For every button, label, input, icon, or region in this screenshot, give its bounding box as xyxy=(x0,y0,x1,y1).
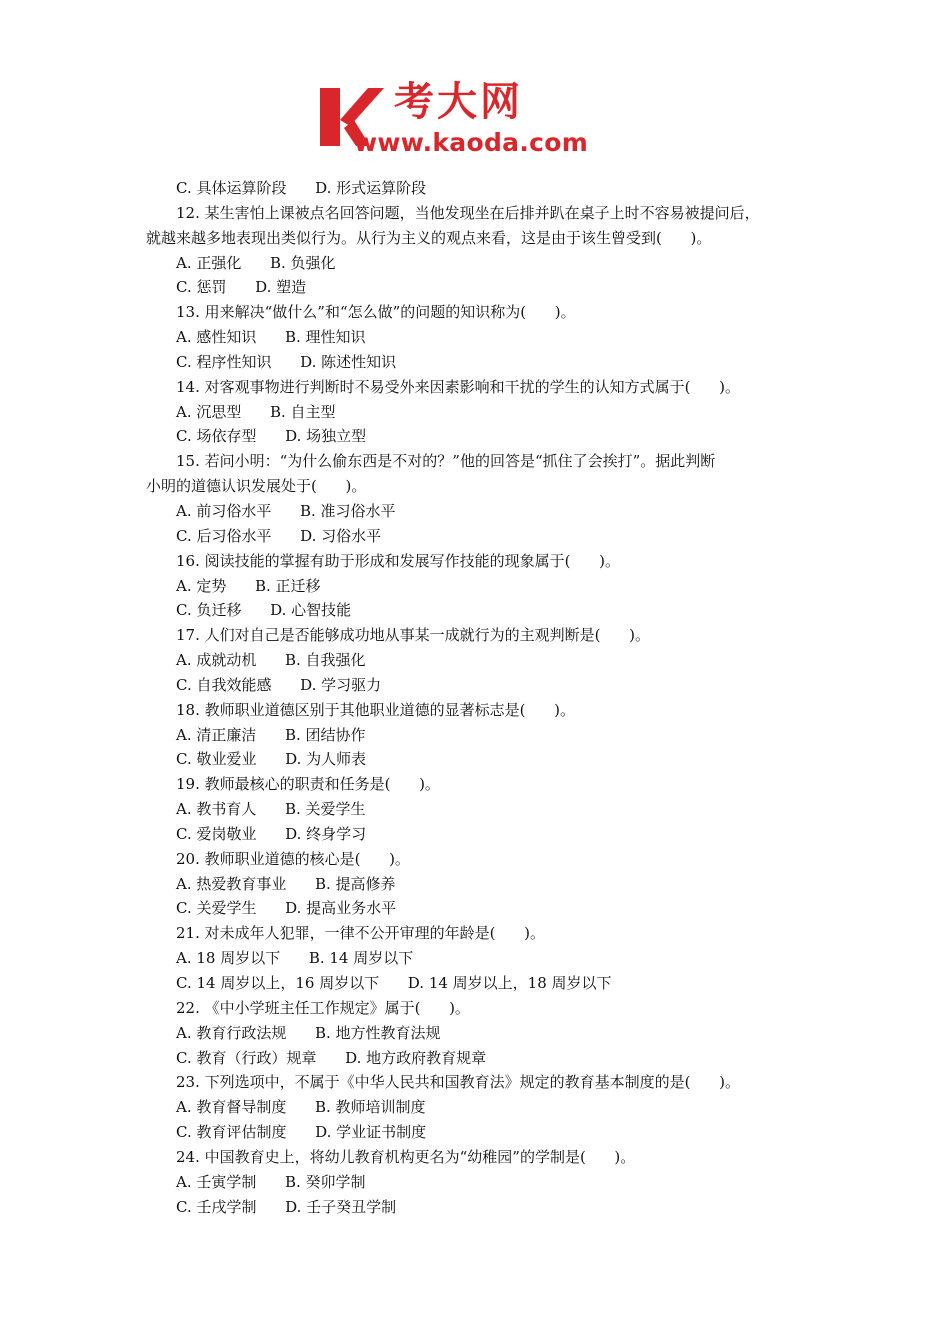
question-text-line: 24. 中国教育史上，将幼儿教育机构更名为“幼稚园”的学制是( )。 xyxy=(176,1147,636,1166)
answer-options-line: C. 教育（行政）规章 D. 地方政府教育规章 xyxy=(176,1048,487,1067)
logo-brand-text: 考大网 xyxy=(394,79,523,125)
question-text-line: 就越来越多地表现出类似行为。从行为主义的观点来看，这是由于该生曾受到( )。 xyxy=(146,228,712,247)
answer-options-line: A. 沉思型 B. 自主型 xyxy=(176,402,336,421)
answer-options-line: A. 壬寅学制 B. 癸卯学制 xyxy=(176,1172,366,1191)
answer-options-line: C. 自我效能感 D. 学习驱力 xyxy=(176,675,382,694)
answer-options-line: C. 爱岗敬业 D. 终身学习 xyxy=(176,824,367,843)
question-text-line: 18. 教师职业道德区别于其他职业道德的显著标志是( )。 xyxy=(176,700,575,719)
kaoda-logo xyxy=(318,79,648,162)
answer-options-line: C. 壬戌学制 D. 壬子癸丑学制 xyxy=(176,1197,397,1216)
question-text-line: 小明的道德认识发展处于( )。 xyxy=(146,477,367,496)
answer-options-line: C. 14 周岁以上，16 周岁以下 D. 14 周岁以上，18 周岁以下 xyxy=(176,974,612,992)
answer-options-line: A. 正强化 B. 负强化 xyxy=(176,253,336,272)
answer-options-line: A. 定势 B. 正迁移 xyxy=(176,576,321,595)
question-text-line: 19. 教师最核心的职责和任务是( )。 xyxy=(176,775,440,794)
answer-options-line: C. 场依存型 D. 场独立型 xyxy=(176,427,367,446)
question-text-line: 21. 对未成年人犯罪，一律不公开审理的年龄是( )。 xyxy=(176,924,545,943)
answer-options-line: A. 教育行政法规 B. 地方性教育法规 xyxy=(176,1023,441,1042)
question-text-line: 13. 用来解决“做什么”和“怎么做”的问题的知识称为( )。 xyxy=(176,303,576,322)
answer-options-line: A. 18 周岁以下 B. 14 周岁以下 xyxy=(176,949,414,968)
question-text-line: 17. 人们对自己是否能够成功地从事某一成就行为的主观判断是( )。 xyxy=(176,626,650,645)
question-text-line: 14. 对客观事物进行判断时不易受外来因素影响和干扰的学生的认知方式属于( )。 xyxy=(176,377,740,396)
answer-options-line: C. 后习俗水平 D. 习俗水平 xyxy=(176,526,382,545)
question-text-line: 20. 教师职业道德的核心是( )。 xyxy=(176,849,410,868)
logo-url-text: www.kaoda.com xyxy=(354,128,589,157)
question-text-line: 12. 某生害怕上课被点名回答问题，当他发现坐在后排并趴在桌子上时不容易被提问后， xyxy=(176,203,760,222)
answer-options-line: C. 教育评估制度 D. 学业证书制度 xyxy=(176,1123,427,1142)
question-text-line: 16. 阅读技能的掌握有助于形成和发展写作技能的现象属于( )。 xyxy=(176,551,620,570)
question-list xyxy=(146,176,826,1219)
question-text-line: 15. 若问小明：“为什么偷东西是不对的？”他的回答是“抓住了会挨打”。据此判断 xyxy=(176,452,716,471)
answer-options-line: C. 程序性知识 D. 陈述性知识 xyxy=(176,352,397,371)
answer-options-line: A. 热爱教育事业 B. 提高修养 xyxy=(176,874,396,893)
answer-options-line: A. 感性知识 B. 理性知识 xyxy=(176,328,366,347)
answer-options-line: A. 教育督导制度 B. 教师培训制度 xyxy=(176,1098,426,1117)
question-text-line: 23. 下列选项中，不属于《中华人民共和国教育法》规定的教育基本制度的是( )。 xyxy=(176,1073,740,1092)
answer-options-line: A. 清正廉洁 B. 团结协作 xyxy=(176,725,366,744)
answer-options-line: C. 惩罚 D. 塑造 xyxy=(176,278,307,297)
answer-options-line: A. 教书育人 B. 关爱学生 xyxy=(176,800,366,819)
answer-options-line: C. 负迁移 D. 心智技能 xyxy=(176,601,352,620)
answer-options-line: A. 前习俗水平 B. 准习俗水平 xyxy=(176,501,396,520)
answer-options-line: C. 敬业爱业 D. 为人师表 xyxy=(176,750,367,769)
answer-options-line: C. 具体运算阶段 D. 形式运算阶段 xyxy=(176,179,427,197)
answer-options-line: C. 关爱学生 D. 提高业务水平 xyxy=(176,899,397,918)
question-text-line: 22. 《中小学班主任工作规定》属于( )。 xyxy=(176,998,470,1017)
answer-options-line: A. 成就动机 B. 自我强化 xyxy=(176,651,366,670)
